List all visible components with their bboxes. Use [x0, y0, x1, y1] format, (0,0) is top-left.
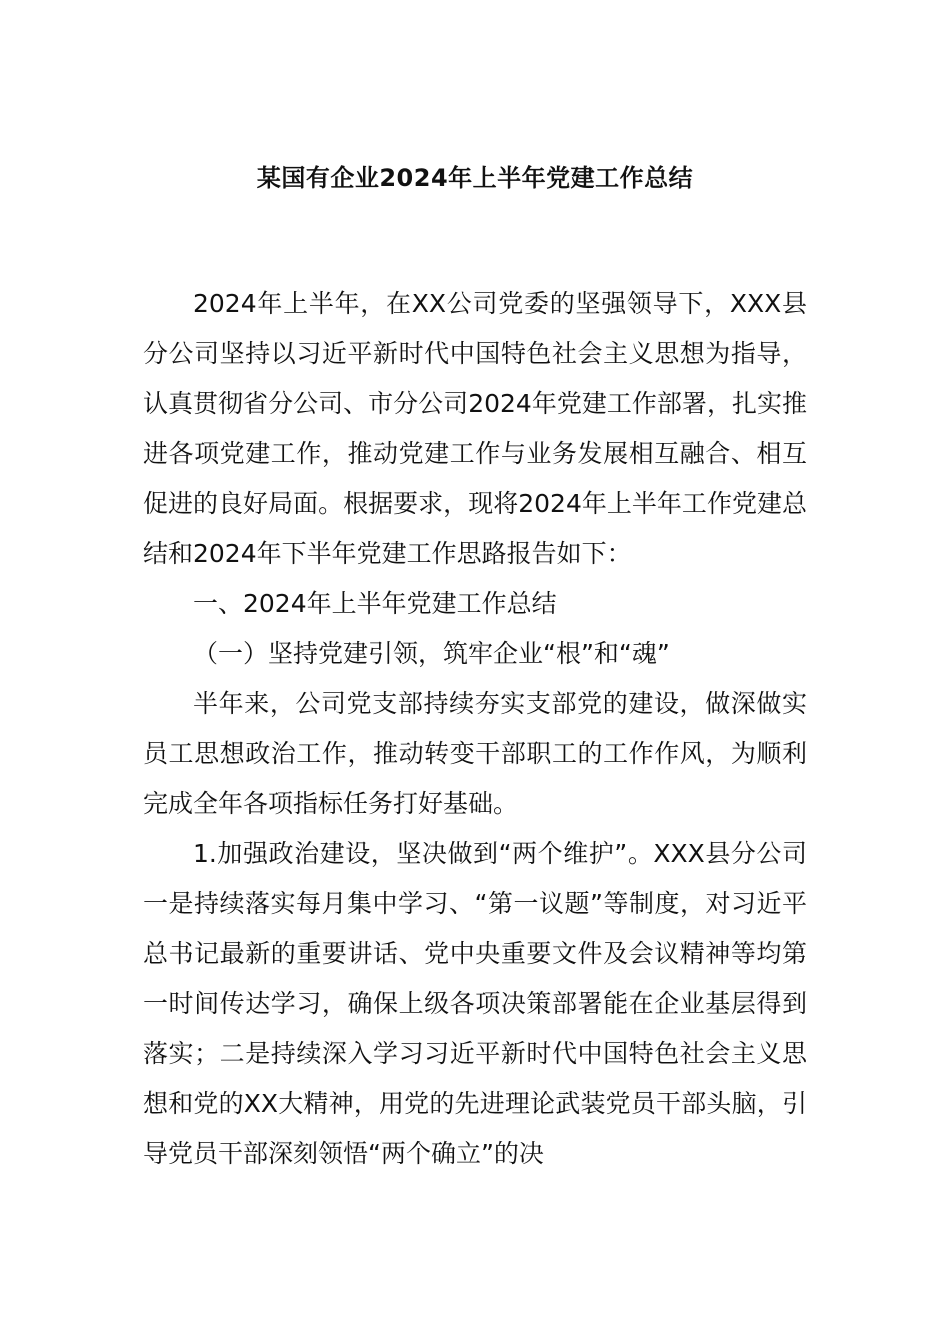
document-title: 某国有企业2024年上半年党建工作总结	[256, 164, 694, 192]
body-paragraph: 半年来，公司党支部持续夯实支部党的建设，做深做实员工思想政治工作，推动转变干部职工的工作作风，为顺利完成全年各项指标任务打好基础。	[143, 689, 807, 818]
section-heading-1: 一、2024年上半年党建工作总结	[193, 589, 557, 618]
document-body	[143, 279, 807, 1179]
intro-paragraph: 2024年上半年，在XX公司党委的坚强领导下，XXX县分公司坚持以习近平新时代中国特色社会主义思想为指导，认真贯彻省分公司、市分公司2024年党建工作部署，扎实推进各项党建工作，推动党建工作与业务发展相互融合、相互促进的良好局面。根据要求，现将2024年上半年工作党建总结和2024年下半年党建工作思路报告如下：	[143, 289, 807, 568]
body-paragraph-numbered-1: 1.加强政治建设，坚决做到“两个维护”。XXX县分公司一是持续落实每月集中学习、“第一议题”等制度，对习近平总书记最新的重要讲话、党中央重要文件及会议精神等均第一时间传达学习，确保上级各项决策部署能在企业基层得到落实；二是持续深入学习习近平新时代中国特色社会主义思想和党的XX大精神，用党的先进理论武装党员干部头脑，引导党员干部深刻领悟“两个确立”的决	[143, 839, 807, 1168]
subsection-heading-1: （一）坚持党建引领，筑牢企业“根”和“魂”	[193, 639, 670, 668]
